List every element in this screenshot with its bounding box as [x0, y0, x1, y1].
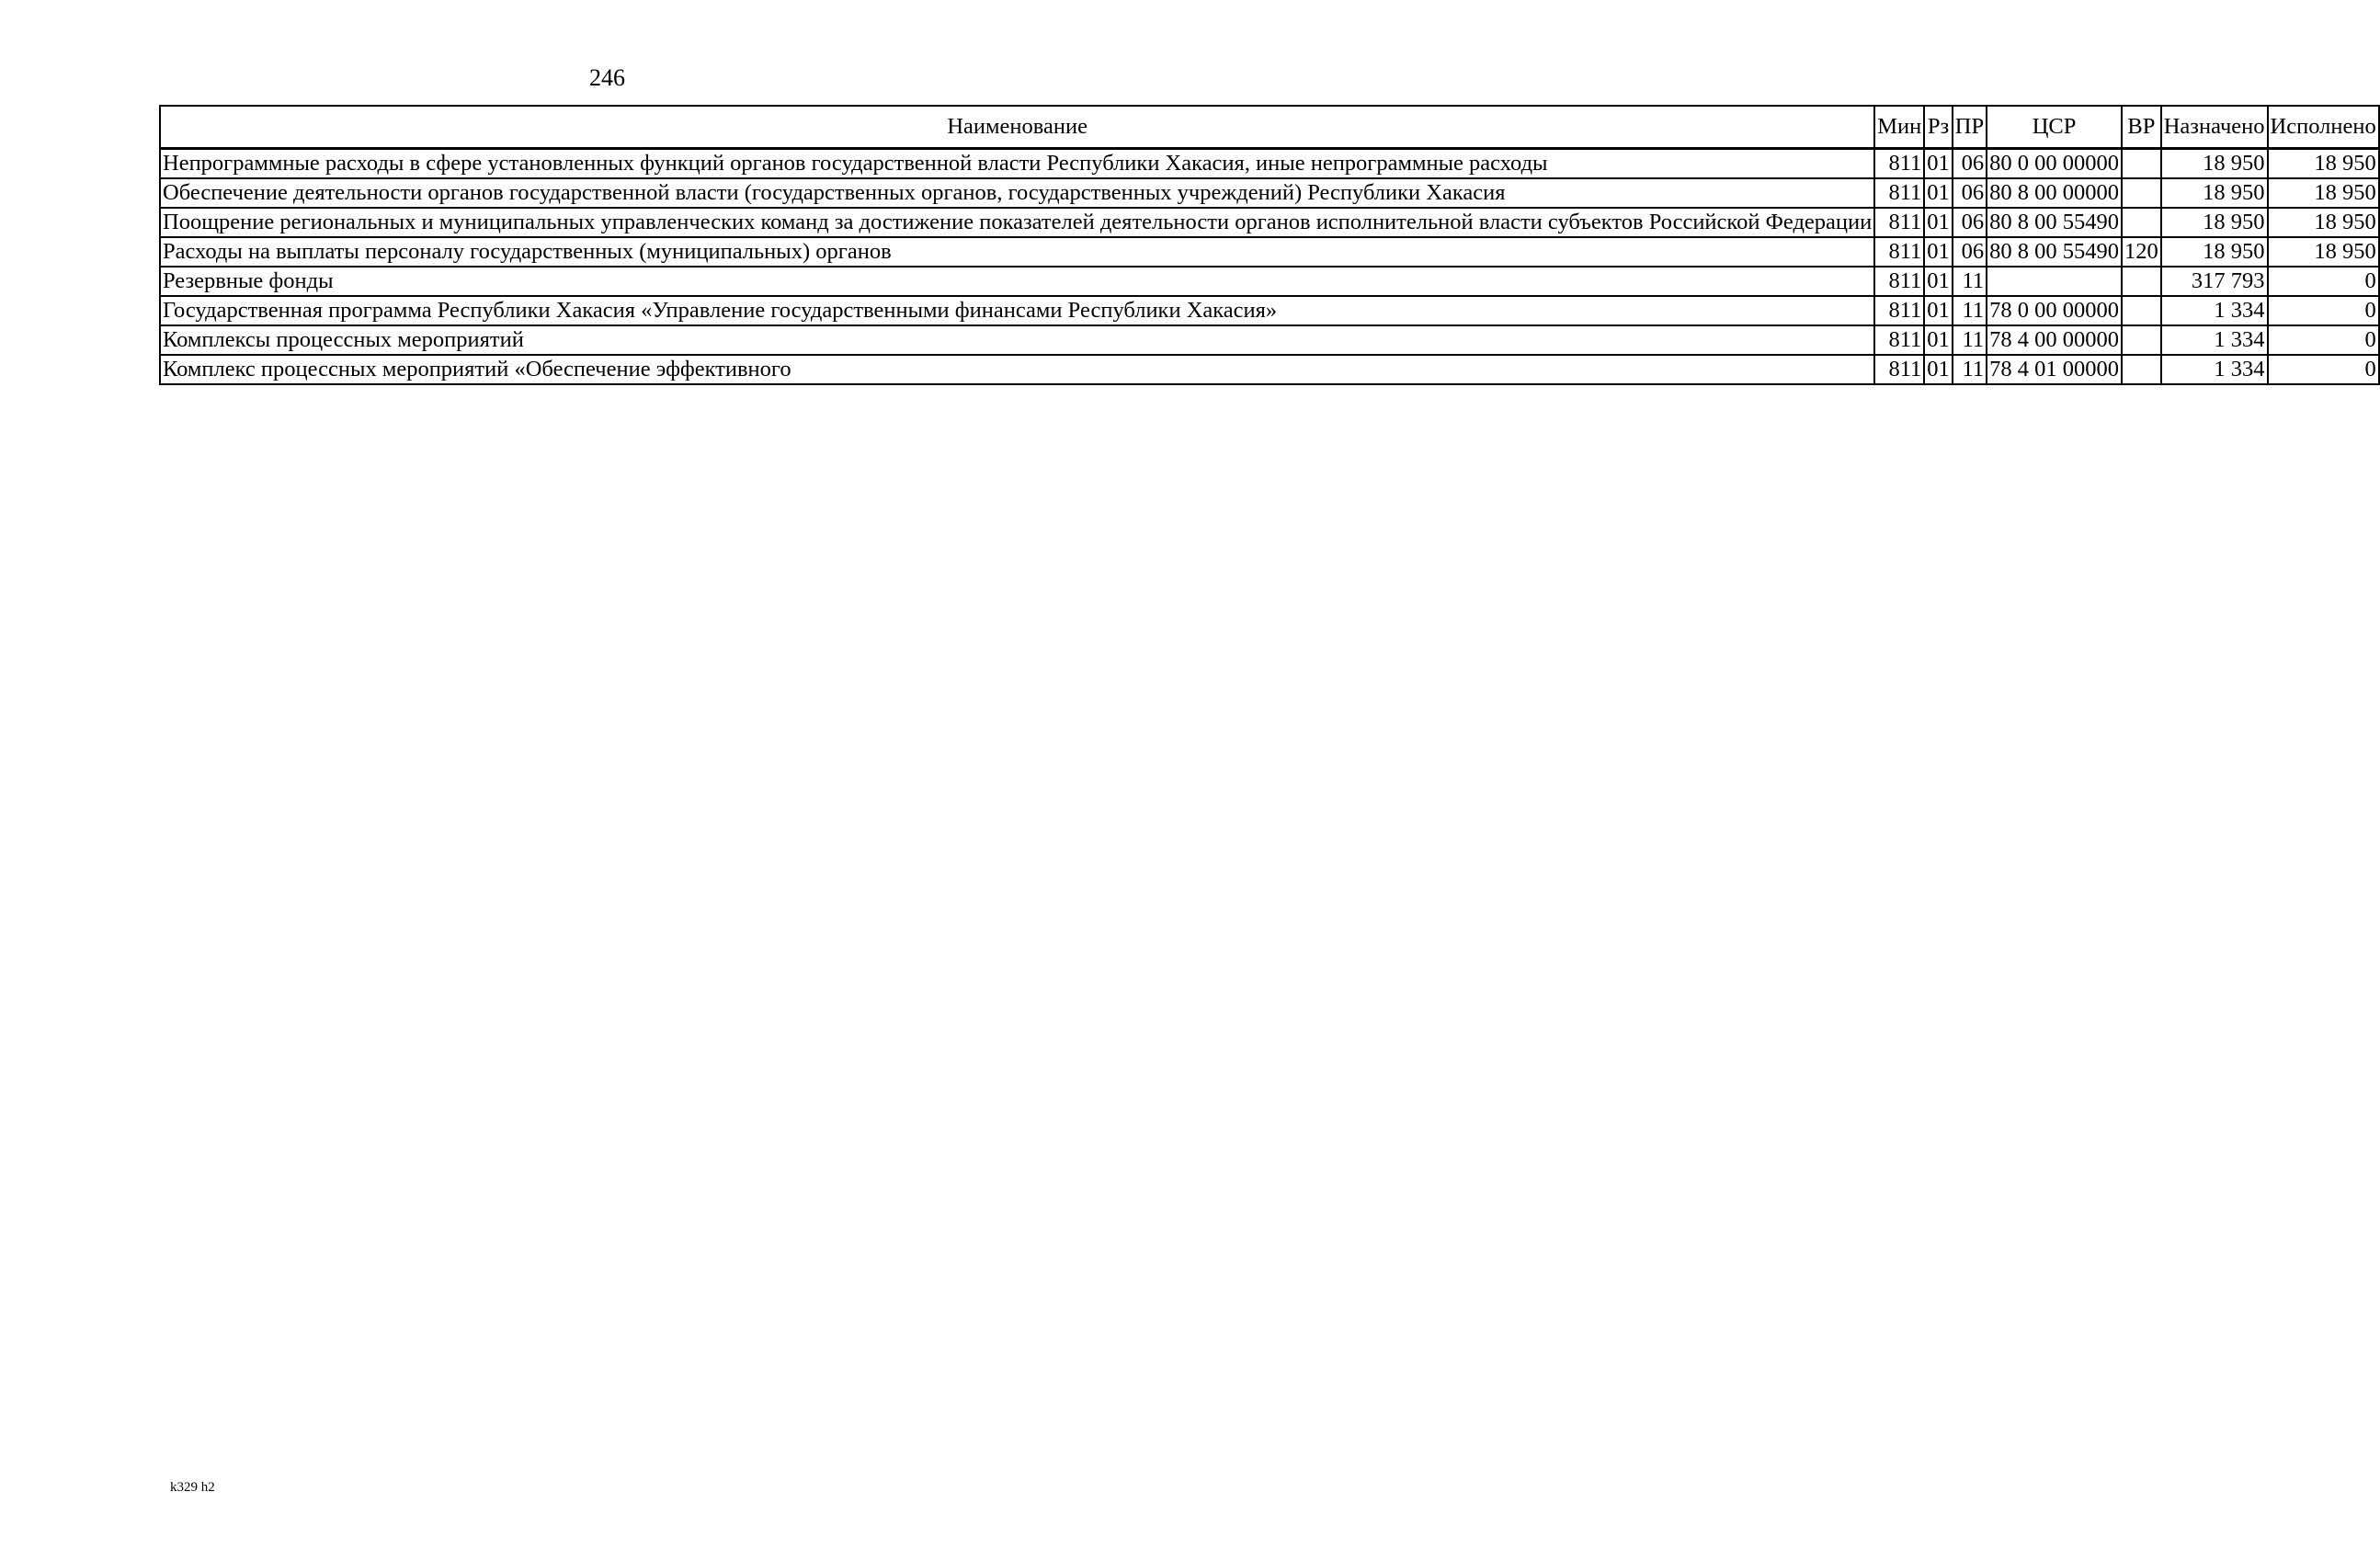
row-assigned: 1 334	[2161, 296, 2268, 325]
row-min: 811	[1874, 237, 1924, 267]
row-min: 811	[1874, 296, 1924, 325]
row-csr: 80 0 00 00000	[1987, 149, 2122, 179]
row-assigned: 317 793	[2161, 267, 2268, 296]
row-pr: 06	[1953, 178, 1987, 208]
row-pr: 11	[1953, 355, 1987, 384]
row-pr: 06	[1953, 208, 1987, 237]
row-csr: 80 8 00 55490	[1987, 237, 2122, 267]
row-vr	[2122, 355, 2161, 384]
table-row	[160, 208, 2379, 237]
row-executed: 0	[2268, 325, 2379, 355]
row-rz: 01	[1924, 237, 1953, 267]
column-header-pr: ПР	[1953, 106, 1987, 149]
row-name: Комплекс процессных мероприятий «Обеспечение эффективного	[160, 355, 1874, 384]
table-row	[160, 237, 2379, 267]
row-pr: 11	[1953, 296, 1987, 325]
table-row	[160, 178, 2379, 208]
row-assigned: 18 950	[2161, 178, 2268, 208]
row-rz: 01	[1924, 296, 1953, 325]
row-rz: 01	[1924, 325, 1953, 355]
row-executed: 0	[2268, 267, 2379, 296]
row-csr: 78 0 00 00000	[1987, 296, 2122, 325]
row-vr	[2122, 325, 2161, 355]
row-assigned: 1 334	[2161, 355, 2268, 384]
row-name: Комплексы процессных мероприятий	[160, 325, 1874, 355]
row-rz: 01	[1924, 208, 1953, 237]
row-name: Непрограммные расходы в сфере установленных функций органов государственной власти Республики Хакасия, иные непрограммные расходы	[160, 149, 1874, 179]
row-csr: 78 4 01 00000	[1987, 355, 2122, 384]
row-vr	[2122, 149, 2161, 179]
column-header-name: Наименование	[160, 106, 1874, 149]
row-assigned: 18 950	[2161, 149, 2268, 179]
row-vr: 120	[2122, 237, 2161, 267]
table-row	[160, 355, 2379, 384]
row-executed: 18 950	[2268, 237, 2379, 267]
row-rz: 01	[1924, 178, 1953, 208]
row-vr	[2122, 296, 2161, 325]
row-rz: 01	[1924, 267, 1953, 296]
column-header-csr: ЦСР	[1987, 106, 2122, 149]
row-executed: 0	[2268, 296, 2379, 325]
table-header-row	[160, 106, 2379, 149]
row-min: 811	[1874, 267, 1924, 296]
table-row	[160, 296, 2379, 325]
row-vr	[2122, 267, 2161, 296]
row-pr: 06	[1953, 237, 1987, 267]
row-pr: 06	[1953, 149, 1987, 179]
column-header-vr: ВР	[2122, 106, 2161, 149]
row-csr: 80 8 00 55490	[1987, 208, 2122, 237]
row-name: Поощрение региональных и муниципальных управленческих команд за достижение показателей деятельности органов исполнительной власти субъектов Российской Федерации	[160, 208, 1874, 237]
column-header-rz: Рз	[1924, 106, 1953, 149]
row-rz: 01	[1924, 355, 1953, 384]
row-executed: 0	[2268, 355, 2379, 384]
row-name: Резервные фонды	[160, 267, 1874, 296]
row-vr	[2122, 208, 2161, 237]
column-header-min: Мин	[1874, 106, 1924, 149]
row-executed: 18 950	[2268, 208, 2379, 237]
footer-code: k329 h2	[170, 1480, 215, 1495]
row-csr	[1987, 267, 2122, 296]
row-min: 811	[1874, 178, 1924, 208]
table-row	[160, 325, 2379, 355]
row-name: Обеспечение деятельности органов государственной власти (государственных органов, государственных учреждений) Республики Хакасия	[160, 178, 1874, 208]
row-executed: 18 950	[2268, 178, 2379, 208]
row-min: 811	[1874, 325, 1924, 355]
row-pr: 11	[1953, 267, 1987, 296]
row-csr: 80 8 00 00000	[1987, 178, 2122, 208]
row-rz: 01	[1924, 149, 1953, 179]
table-row	[160, 267, 2379, 296]
budget-table	[159, 105, 2380, 385]
table-row	[160, 149, 2379, 179]
row-min: 811	[1874, 149, 1924, 179]
row-assigned: 1 334	[2161, 325, 2268, 355]
page-number: 246	[589, 64, 625, 91]
column-header-assigned: Назначено	[2161, 106, 2268, 149]
row-pr: 11	[1953, 325, 1987, 355]
row-min: 811	[1874, 208, 1924, 237]
row-vr	[2122, 178, 2161, 208]
row-min: 811	[1874, 355, 1924, 384]
row-name: Расходы на выплаты персоналу государственных (муниципальных) органов	[160, 237, 1874, 267]
row-executed: 18 950	[2268, 149, 2379, 179]
row-name: Государственная программа Республики Хакасия «Управление государственными финансами Республики Хакасия»	[160, 296, 1874, 325]
row-assigned: 18 950	[2161, 237, 2268, 267]
column-header-executed: Исполнено	[2268, 106, 2379, 149]
row-assigned: 18 950	[2161, 208, 2268, 237]
row-csr: 78 4 00 00000	[1987, 325, 2122, 355]
